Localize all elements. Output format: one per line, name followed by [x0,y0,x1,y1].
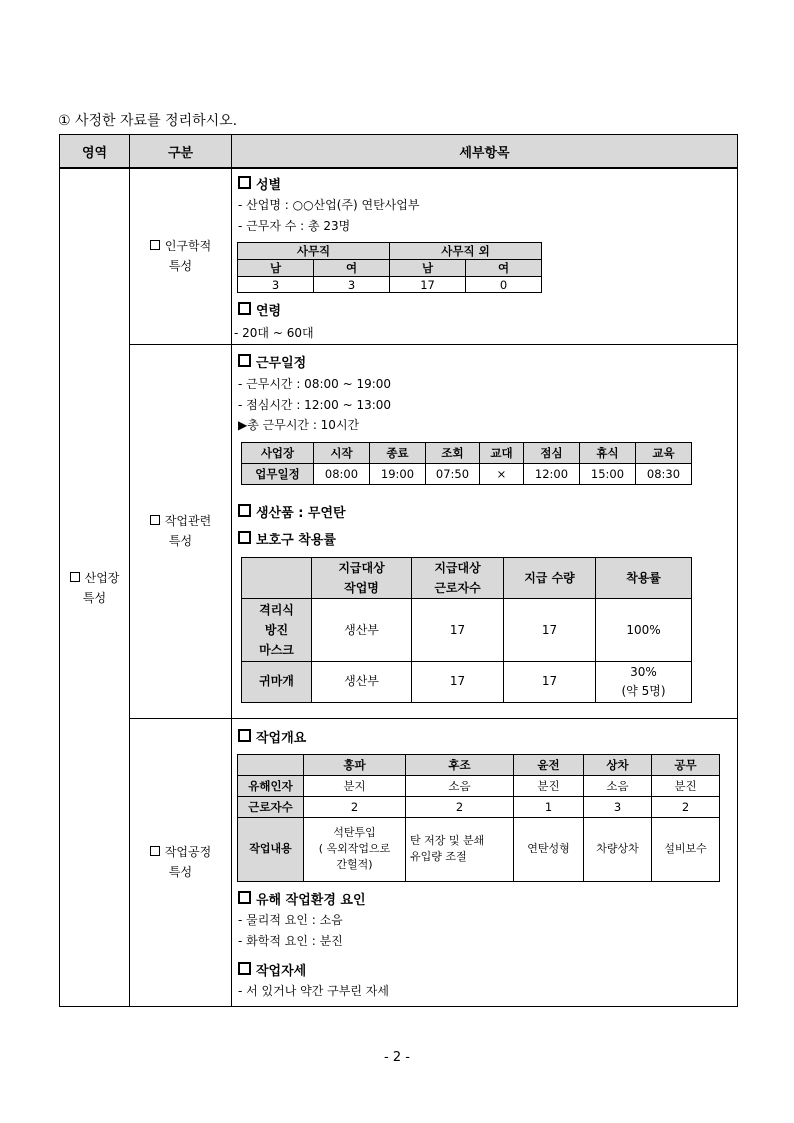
overview-cell: 차량상차 [584,817,652,881]
schedule-header-cell: 휴식 [580,442,636,463]
gender-value: 17 [390,277,466,293]
overview-cell: 분진 [652,775,720,796]
ppe-cell: 귀마개 [242,661,312,702]
overview-title: 작업개요 [256,730,307,746]
schedule-header-cell: 시작 [314,442,370,463]
overview-cell: 3 [584,796,652,817]
ppe-header-cell: 착용률 [596,557,692,598]
overview-cell: 소음 [584,775,652,796]
details-demographic [232,168,738,344]
schedule-header-cell: 사업장 [242,442,314,463]
overview-cell: 분진 [514,775,584,796]
details-process [232,718,738,1006]
header-details: 세부항목 [232,135,738,169]
age-title: 연령 [256,304,282,320]
checkbox-icon [238,302,251,315]
product-line: 생산품 : 무연탄 [256,505,346,521]
area-label: 산업장 특성 [82,570,120,605]
checkbox-icon [150,240,160,250]
lunch-line: - 점심시간 : 12:00 ~ 13:00 [238,397,392,412]
gender-value: 3 [314,277,390,293]
physical-line: - 물리적 요인 : 소음 [238,912,343,927]
overview-header-cell: 공무 [652,754,720,775]
overview-header-cell: 홍파 [304,754,406,775]
overview-cell: 작업내용 [238,817,304,881]
ppe-cell: 30% (약 5명) [596,661,692,702]
category-work [130,344,232,718]
ppe-header-cell: 지급대상 작업명 [312,557,412,598]
overview-cell: 유해인자 [238,775,304,796]
gender-value: 0 [466,277,542,293]
total-hours-line: ▶총 근무시간 : 10시간 [238,417,360,432]
hazard-title: 유해 작업환경 요인 [256,892,366,908]
checkbox-icon [238,891,251,904]
category-process [130,718,232,1006]
schedule-header-cell: 조회 [426,442,480,463]
overview-cell: 석탄투입 ( 옥외작업으로 간헐적) [304,817,406,881]
overview-cell: 2 [304,796,406,817]
ppe-cell: 생산부 [312,661,412,702]
gender-sub: 여 [466,260,542,277]
overview-table [237,754,720,882]
category-label: 작업공정 특성 [164,845,212,880]
category-label: 작업관련 특성 [164,514,212,549]
details-work [232,344,738,718]
checkbox-icon [238,729,251,742]
posture-title: 작업자세 [256,963,307,979]
overview-header-cell [238,754,304,775]
overview-cell: 설비보수 [652,817,720,881]
chemical-line: - 화학적 요인 : 분진 [238,933,343,948]
ppe-cell: 17 [504,661,596,702]
gender-value: 3 [238,277,314,293]
overview-header-cell: 윤전 [514,754,584,775]
overview-cell: 2 [652,796,720,817]
schedule-table [241,442,692,485]
overview-cell: 탄 저장 및 분쇄 유입량 조절 [406,817,514,881]
gender-group: 사무직 외 [390,243,542,260]
area-cell [60,168,130,1006]
gender-sub: 여 [314,260,390,277]
ppe-cell: 100% [596,598,692,661]
category-demographic [130,168,232,344]
page-number: - 2 - [384,1050,410,1065]
ppe-cell: 생산부 [312,598,412,661]
checkbox-icon [238,504,251,517]
ppe-header-cell [242,557,312,598]
ppe-cell: 17 [412,661,504,702]
schedule-header-cell: 교육 [636,442,692,463]
schedule-cell: 08:00 [314,463,370,484]
checkbox-icon [238,176,251,189]
overview-cell: 분지 [304,775,406,796]
gender-sub: 남 [238,260,314,277]
ppe-cell: 격리식 방진 마스크 [242,598,312,661]
overview-header-cell: 후조 [406,754,514,775]
company-line: - 산업명 : ○○산업(주) 연탄사업부 [238,198,420,213]
checkbox-icon [238,531,251,544]
schedule-cell: 08:30 [636,463,692,484]
schedule-cell: 07:50 [426,463,480,484]
schedule-cell: 업무일정 [242,463,314,484]
ppe-title: 보호구 착용률 [256,532,336,548]
schedule-cell: 19:00 [370,463,426,484]
overview-cell: 1 [514,796,584,817]
work-hours-line: - 근무시간 : 08:00 ~ 19:00 [238,376,392,391]
checkbox-icon [70,572,80,582]
checkbox-icon [238,354,251,367]
checkbox-icon [150,846,160,856]
schedule-title: 근무일정 [256,355,307,371]
posture-line: - 서 있거나 약간 구부린 자세 [238,983,389,998]
assessment-table [59,134,738,1007]
gender-sub: 남 [390,260,466,277]
age-line: - 20대 ~ 60대 [234,326,314,341]
category-label: 인구학적 특성 [164,239,212,274]
schedule-header-cell: 종료 [370,442,426,463]
gender-title: 성별 [256,178,282,194]
workers-line: - 근무자 수 : 총 23명 [238,219,351,234]
schedule-header-cell: 점심 [524,442,580,463]
gender-group: 사무직 [238,243,390,260]
overview-cell: 근로자수 [238,796,304,817]
overview-cell: 소음 [406,775,514,796]
gender-table [237,242,542,293]
overview-cell: 연탄성형 [514,817,584,881]
ppe-header-cell: 지급대상 근로자수 [412,557,504,598]
schedule-cell: 12:00 [524,463,580,484]
checkbox-icon [238,962,251,975]
header-category: 구분 [130,135,232,169]
ppe-header-cell: 지급 수량 [504,557,596,598]
schedule-header-cell: 교대 [480,442,524,463]
checkbox-icon [150,515,160,525]
overview-cell: 2 [406,796,514,817]
schedule-cell: × [480,463,524,484]
ppe-cell: 17 [504,598,596,661]
header-area: 영역 [60,135,130,169]
ppe-cell: 17 [412,598,504,661]
overview-header-cell: 상차 [584,754,652,775]
schedule-cell: 15:00 [580,463,636,484]
ppe-table [241,557,692,703]
page-heading: ① 사정한 자료를 정리하시오. [58,113,238,129]
